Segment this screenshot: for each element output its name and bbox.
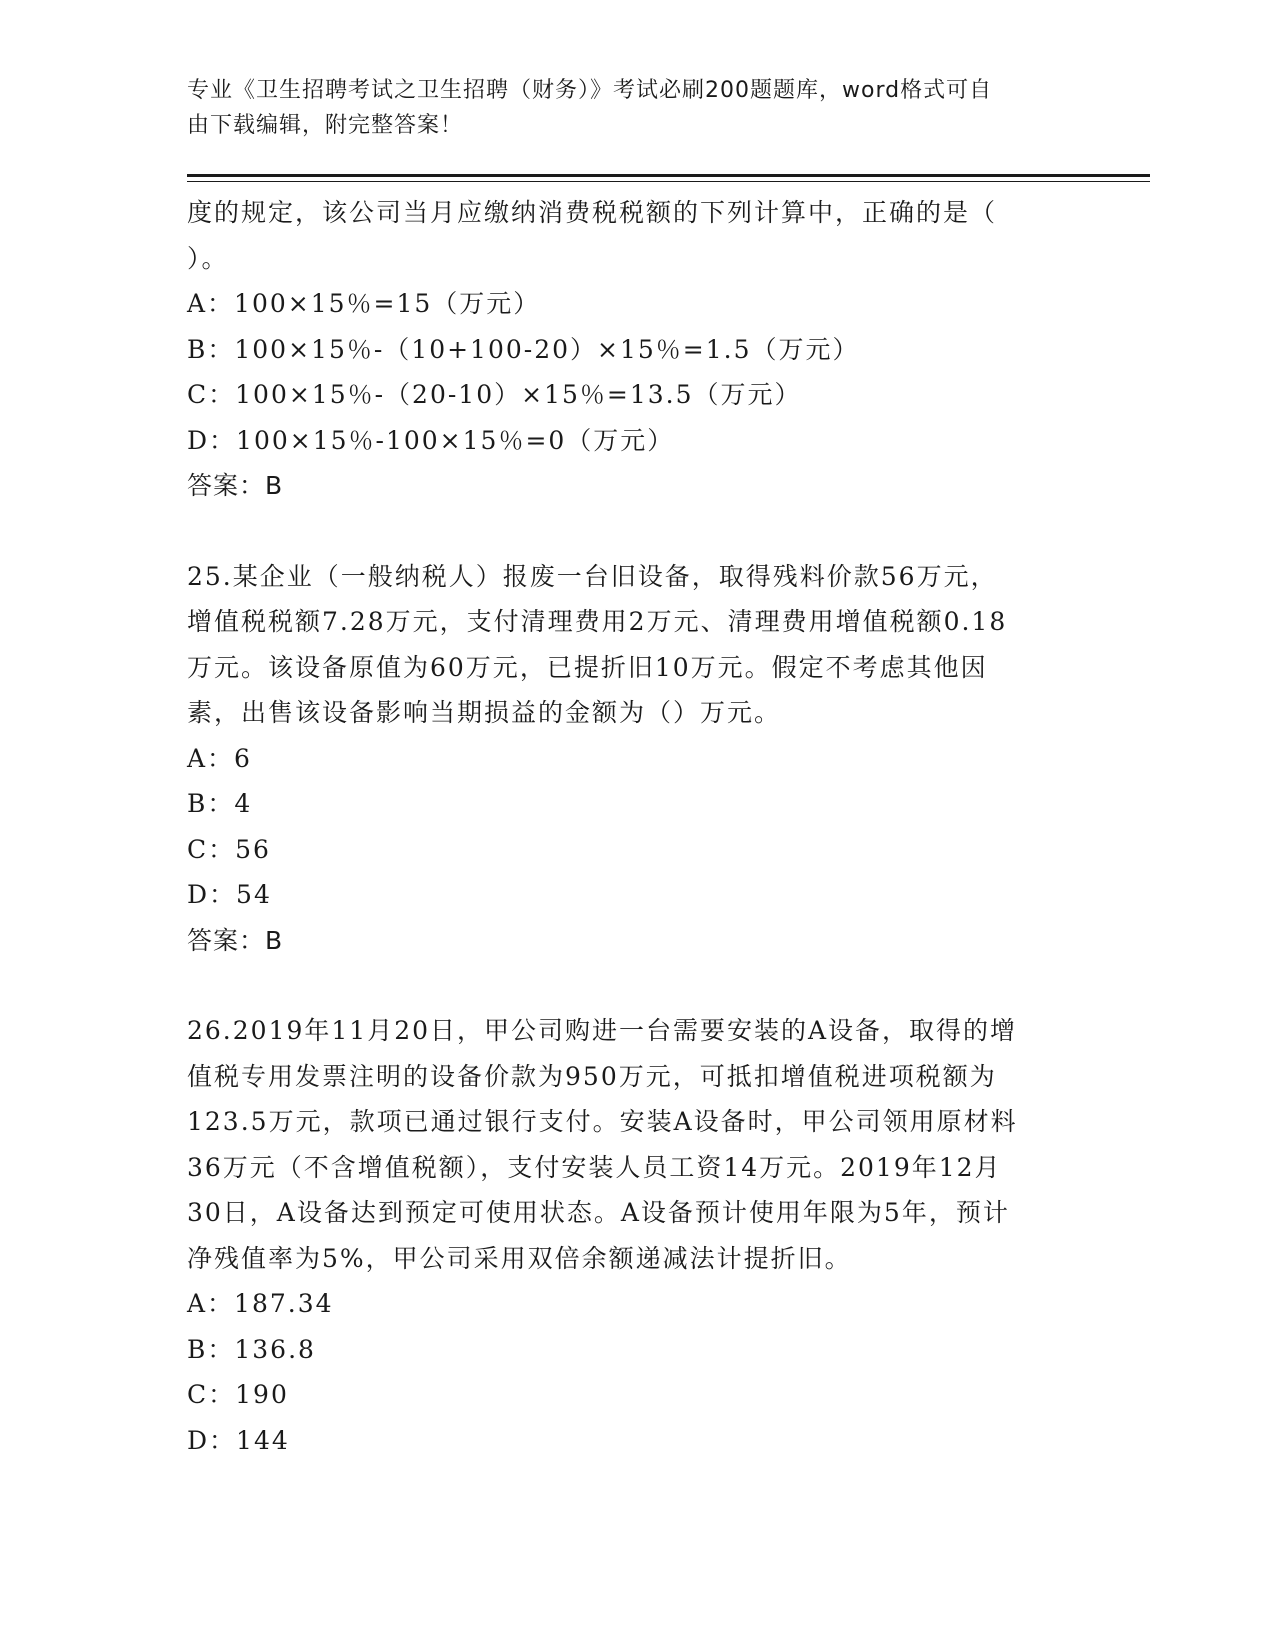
answer-label: 答案：B — [187, 471, 284, 500]
header-line-1: 专业《卫生招聘考试之卫生招聘（财务）》考试必刷200题题库，word格式可自 — [187, 78, 993, 103]
document-header — [187, 73, 1067, 143]
question-stem-line: 净残值率为5%，甲公司采用双倍余额递减法计提折旧。 — [187, 1243, 852, 1273]
option-b: B：100×15％-（10+100-20）×15％=1.5（万元） — [187, 334, 860, 364]
option-a: A：187.34 — [187, 1289, 334, 1318]
option-c: C：56 — [187, 834, 271, 864]
question-stem-line: 增值税税额7.28万元，支付清理费用2万元、清理费用增值税额0.18 — [187, 607, 1008, 636]
option-c: C：100×15％-（20-10）×15％=13.5（万元） — [187, 380, 802, 409]
option-d: D：100×15％-100×15％=0（万元） — [187, 425, 675, 455]
header-divider-thin — [187, 181, 1150, 182]
option-b: B：136.8 — [187, 1334, 316, 1364]
header-divider-thick — [187, 174, 1150, 177]
question-stem-line: 26.2019年11月20日，甲公司购进一台需要安装的A设备，取得的增 — [187, 1016, 1018, 1045]
question-stem-line: 36万元（不含增值税额），支付安装人员工资14万元。2019年12月 — [187, 1152, 1002, 1182]
question-26 — [187, 1008, 1087, 1463]
spacer — [187, 963, 1087, 1008]
option-d: D：54 — [187, 880, 272, 909]
question-stem-line: ）。 — [187, 243, 229, 273]
question-stem-line: 30日，A设备达到预定可使用状态。A设备预计使用年限为5年，预计 — [187, 1198, 1010, 1227]
header-line-2: 由下载编辑，附完整答案！ — [187, 113, 464, 138]
option-d: D：144 — [187, 1425, 290, 1455]
option-a: A：100×15％=15（万元） — [187, 289, 541, 318]
question-stem-line: 123.5万元，款项已通过银行支付。安装A设备时，甲公司领用原材料 — [187, 1107, 1018, 1136]
question-stem-line: 25.某企业（一般纳税人）报废一台旧设备，取得残料价款56万元， — [187, 561, 998, 591]
option-a: A：6 — [187, 743, 252, 773]
option-b: B：4 — [187, 789, 253, 818]
question-25 — [187, 554, 1087, 964]
question-stem-line: 万元。该设备原值为60万元，已提折旧10万元。假定不考虑其他因 — [187, 652, 988, 682]
option-c: C：190 — [187, 1380, 289, 1409]
document-body — [187, 190, 1087, 1463]
spacer — [187, 509, 1087, 554]
question-stem-line: 值税专用发票注明的设备价款为950万元，可抵扣增值税进项税额为 — [187, 1061, 997, 1091]
question-stem-line: 度的规定，该公司当月应缴纳消费税税额的下列计算中，正确的是（ — [187, 198, 998, 227]
answer-label: 答案：B — [187, 925, 284, 955]
question-24 — [187, 190, 1087, 509]
question-stem-line: 素，出售该设备影响当期损益的金额为（）万元。 — [187, 698, 782, 727]
